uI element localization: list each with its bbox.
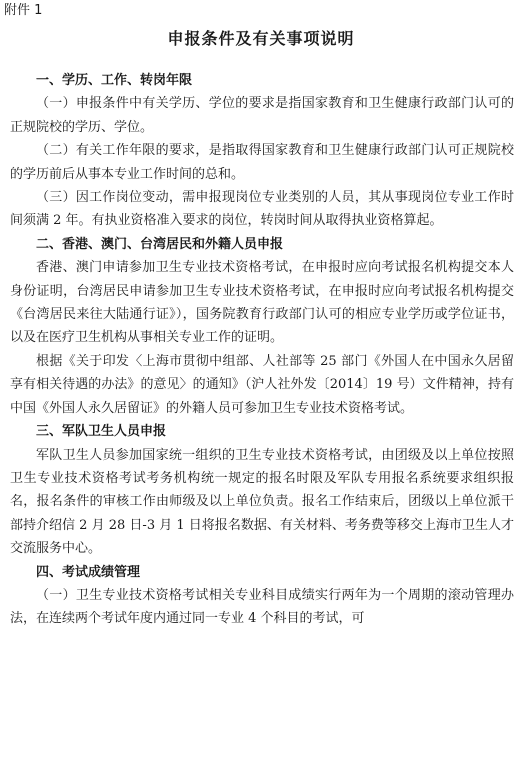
section-heading: 三、军队卫生人员申报 — [36, 424, 167, 440]
document-title: 申报条件及有关事项说明 — [167, 29, 355, 48]
section-heading: 四、考试成绩管理 — [36, 564, 141, 580]
section-4 — [10, 561, 514, 631]
paragraph: 根据《关于印发〈上海市贯彻中组部、人社部等 25 部门《外国人在中国永久居留享有相关待遇的办法》的意见〉的通知》（沪人社外发〔2014〕19 号）文件精神，持有中国《外国人永久居留证》的外籍人员可参加卫生专业技术资格考试。 — [10, 353, 514, 416]
paragraph: （三）因工作岗位变动，需申报现岗位专业类别的人员，其从事现岗位专业工作时间须满 2 年。有执业资格准入要求的岗位，转岗时间从取得执业资格算起。 — [10, 190, 514, 229]
document-body — [10, 69, 514, 631]
paragraph: （二）有关工作年限的要求，是指取得国家教育和卫生健康行政部门认可正规院校的学历前后从事本专业工作时间的总和。 — [10, 143, 514, 182]
section-3 — [10, 420, 514, 560]
paragraph: 军队卫生人员参加国家统一组织的卫生专业技术资格考试，由团级及以上单位按照卫生专业技术资格考试考务机构统一规定的报名时限及军队专用报名系统要求组织报名，报名条件的审核工作由师级及以上单位负责。报名工作结束后，团级以上单位派干部持介绍信 2 月 28 日-3 月 1 日将报名数据、有关材料、考务费等移交上海市卫生人才交流服务中心。 — [10, 447, 514, 557]
section-heading: 二、香港、澳门、台湾居民和外籍人员申报 — [36, 236, 284, 252]
section-1 — [10, 69, 514, 233]
section-heading: 一、学历、工作、转岗年限 — [36, 73, 193, 88]
section-2 — [10, 233, 514, 420]
paragraph: （一）卫生专业技术资格考试相关专业科目成绩实行两年为一个周期的滚动管理办法，在连续两个考试年度内通过同一专业 4 个科目的考试，可 — [10, 587, 514, 627]
attachment-label: 附件 1 — [4, 3, 43, 18]
paragraph: 香港、澳门申请参加卫生专业技术资格考试，在申报时应向考试报名机构提交本人身份证明，台湾居民申请参加卫生专业技术资格考试，在申报时应向考试报名机构提交《台湾居民来往大陆通行证》），国务院教育行政部门认可的相应专业学历或学位证书，以及在医疗卫生机构从事相关专业工作的证明。 — [10, 260, 514, 346]
paragraph: （一）申报条件中有关学历、学位的要求是指国家教育和卫生健康行政部门认可的正规院校的学历、学位。 — [10, 96, 514, 135]
